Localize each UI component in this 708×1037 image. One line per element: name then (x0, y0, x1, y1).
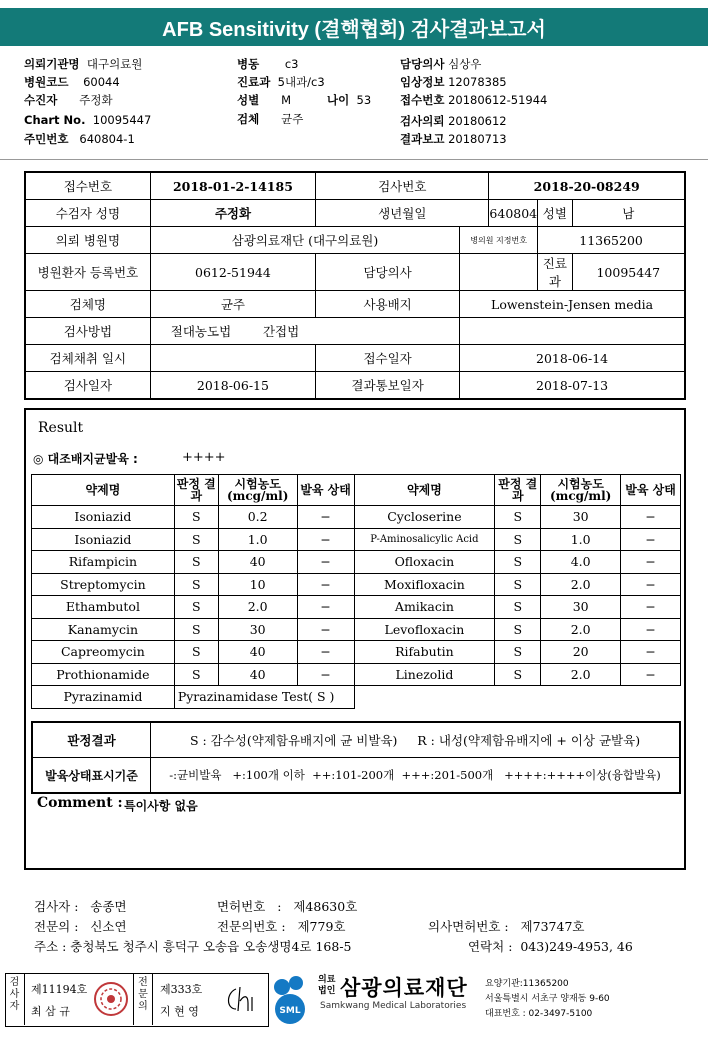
legend-judge-text: S : 감수성(약제함유배지에 균 비발육) R : 내성(약제함유배지에 + 이상 균발육) (151, 722, 680, 758)
tester-no: 제11194호 (31, 983, 88, 996)
label-reception: 접수번호 (25, 172, 150, 200)
report-title: AFB Sensitivity (결핵협회) 검사결과보고서 (0, 8, 708, 46)
drug-cell-growth: − (621, 551, 681, 574)
drug-cell-drug: Rifabutin (354, 641, 495, 664)
drug-cell-judge: S (174, 506, 218, 529)
drug-cell-growth: − (297, 618, 354, 641)
drug-cell-judge: S (495, 596, 541, 619)
drug-cell-conc: 30 (541, 506, 621, 529)
org-code: 요양기관:11365200 (485, 979, 569, 989)
value-birth: 640804 (489, 200, 538, 227)
drug-cell-drug: Moxifloxacin (354, 573, 495, 596)
drug-cell-judge: S (495, 551, 541, 574)
drug-cell-drug: Levofloxacin (354, 618, 495, 641)
header-divider (0, 159, 708, 160)
drug-row (32, 641, 681, 664)
drug-cell-drug: Ofloxacin (354, 551, 495, 574)
value-reception: 2018-01-2-14185 (150, 172, 315, 200)
drug-cell-drug: Cycloserine (354, 506, 495, 529)
org-en: Samkwang Medical Laboratories (320, 1001, 467, 1011)
label-dept: 진료과 (538, 254, 572, 291)
seal-icon (92, 980, 130, 1018)
drug-cell-judge: S (495, 528, 541, 551)
header-specimen: 검체 균주 (237, 112, 304, 126)
drug-cell-conc: 0.2 (218, 506, 297, 529)
drug-cell-growth: − (621, 573, 681, 596)
info-table (24, 171, 686, 400)
drug-cell-judge: S (174, 641, 218, 664)
signature-icon (222, 983, 260, 1015)
header-judge: 판정 결과 (495, 475, 541, 506)
drug-cell-drug: P-Aminosalicylic Acid (354, 528, 495, 551)
drug-cell-drug: Isoniazid (32, 506, 175, 529)
header-code: 병원코드 60044 (24, 75, 120, 89)
drug-cell-growth: − (297, 551, 354, 574)
value-received: 2018-06-14 (460, 345, 685, 372)
header-clinical: 임상정보 12078385 (400, 75, 507, 89)
specialist-no: 제333호 (160, 983, 203, 996)
footer-tester: 검사자 : 송종면 (34, 899, 127, 914)
drug-cell-drug: Amikacin (354, 596, 495, 619)
drug-cell-growth: − (297, 573, 354, 596)
header-request: 검사의뢰 20180612 (400, 114, 507, 128)
drug-cell-judge: S (174, 596, 218, 619)
header-conc: 시험농도 (mcg/ml) (541, 475, 621, 506)
svg-text:SML: SML (279, 1006, 301, 1016)
value-collect (150, 345, 315, 372)
drug-cell-conc: 40 (218, 663, 297, 686)
drug-cell-conc: 30 (541, 596, 621, 619)
drug-cell-judge: S (495, 618, 541, 641)
value-test-date: 2018-06-15 (150, 372, 315, 400)
value-doctor (460, 254, 538, 291)
drug-row (32, 551, 681, 574)
drug-cell-judge: S (174, 573, 218, 596)
drug-cell-conc: 40 (218, 551, 297, 574)
drug-cell-drug: Prothionamide (32, 663, 175, 686)
header-doctor: 담당의사 심상우 (400, 57, 482, 71)
footer-license: 면허번호 : 제48630호 (217, 899, 358, 914)
drug-cell-judge: S (174, 618, 218, 641)
drug-cell-drug: Streptomycin (32, 573, 175, 596)
drug-row (32, 663, 681, 686)
legend-growth-label: 발육상태표시기준 (32, 758, 151, 794)
footer-specialist: 전문의 : 신소연 (34, 919, 127, 934)
label-report-date: 결과통보일자 (316, 372, 460, 400)
specialist-label: 전문의 (133, 973, 153, 1025)
drug-cell-growth: − (297, 641, 354, 664)
label-name: 수검자 성명 (25, 200, 150, 227)
drug-cell-drug: Isoniazid (32, 528, 175, 551)
pyrazinamid-test: Pyrazinamidase Test( S ) (174, 686, 354, 709)
drug-cell-drug: Ethambutol (32, 596, 175, 619)
footer-contact: 연락처 : 043)249-4953, 46 (468, 939, 633, 954)
header-judge: 판정 결과 (174, 475, 218, 506)
header-dept: 진료과 5내과/c3 (237, 75, 325, 89)
drug-cell-conc: 2.0 (541, 618, 621, 641)
org-name: 삼광의료재단 (340, 976, 468, 1000)
drug-cell-growth: − (621, 641, 681, 664)
drug-cell-conc: 40 (218, 641, 297, 664)
value-hospital: 삼광의료재단 (대구의료원) (150, 227, 459, 254)
drug-cell-judge: S (495, 506, 541, 529)
comment-text: 특이사항 없음 (124, 799, 198, 813)
value-specimen: 균주 (150, 291, 315, 318)
comment-label: Comment : (37, 795, 123, 811)
drug-row (32, 596, 681, 619)
header-drug: 약제명 (32, 475, 175, 506)
legend-table (31, 721, 681, 794)
label-medium: 사용배지 (316, 291, 460, 318)
label-collect: 검체채취 일시 (25, 345, 150, 372)
drug-cell-conc: 2.0 (218, 596, 297, 619)
drug-cell-judge: S (495, 573, 541, 596)
drug-cell-drug: Kanamycin (32, 618, 175, 641)
specialist-name: 지 현 영 (160, 1005, 199, 1018)
drug-cell-judge: S (174, 528, 218, 551)
control-label: ◎ 대조배지균발육 : (33, 452, 138, 466)
header-hospital: 의뢰기관명 대구의료원 (24, 57, 143, 71)
header-receipt: 접수번호 20180612-51944 (400, 93, 548, 107)
drug-cell-growth: − (297, 596, 354, 619)
drug-row (32, 528, 681, 551)
drug-cell-judge: S (174, 551, 218, 574)
drug-cell-conc: 1.0 (218, 528, 297, 551)
label-specimen: 검체명 (25, 291, 150, 318)
value-method: 절대농도법 간접법 (150, 318, 459, 345)
drug-cell-growth: − (621, 618, 681, 641)
value-name: 주정화 (150, 200, 315, 227)
drug-row (32, 618, 681, 641)
drug-cell-growth: − (621, 663, 681, 686)
footer-address: 주소 : 충청북도 청주시 흥덕구 오송읍 오송생명4로 168-5 (34, 939, 352, 954)
drug-cell-growth: − (621, 596, 681, 619)
value-patient-no: 0612-51944 (150, 254, 315, 291)
header-drug: 약제명 (354, 475, 495, 506)
legend-growth-text: -:균비발육 +:100개 이하 ++:101-200개 +++:201-500개 ++++:++++이상(융합발육) (151, 758, 680, 794)
header-chart: Chart No. 10095447 (24, 113, 152, 127)
value-test-no: 2018-20-08249 (489, 172, 685, 200)
label-received: 접수일자 (316, 345, 460, 372)
drug-cell-conc: 2.0 (541, 663, 621, 686)
label-sex: 성별 (538, 200, 572, 227)
drug-cell-drug: Rifampicin (32, 551, 175, 574)
drug-table (31, 474, 681, 709)
drug-cell-judge: S (495, 641, 541, 664)
org-tel: 대표번호 : 02-3497-5100 (485, 1009, 593, 1019)
header-growth: 발육 상태 (621, 475, 681, 506)
header-growth: 발육 상태 (297, 475, 354, 506)
drug-cell-conc: 1.0 (541, 528, 621, 551)
drug-row (32, 573, 681, 596)
drug-cell-growth: − (621, 528, 681, 551)
pyrazinamid-label: Pyrazinamid (32, 686, 175, 709)
footer-specialist-no: 전문의번호 : 제779호 (217, 919, 346, 934)
value-sex: 남 (572, 200, 685, 227)
footer-doctor-license: 의사면허번호 : 제73747호 (428, 919, 585, 934)
drug-cell-judge: S (174, 663, 218, 686)
sml-logo-icon (270, 973, 312, 1025)
tester-name: 최 삼 규 (31, 1005, 70, 1018)
header-age: 나이 53 (327, 93, 372, 107)
drug-cell-conc: 10 (218, 573, 297, 596)
label-test-no: 검사번호 (316, 172, 489, 200)
value-dept: 10095447 (572, 254, 685, 291)
drug-cell-conc: 30 (218, 618, 297, 641)
value-report-date: 2018-07-13 (460, 372, 685, 400)
header-patient: 수진자 주정화 (24, 93, 113, 107)
label-birth: 생년월일 (316, 200, 489, 227)
result-title: Result (38, 420, 84, 436)
drug-cell-conc: 2.0 (541, 573, 621, 596)
label-method: 검사방법 (25, 318, 150, 345)
label-doctor: 담당의사 (316, 254, 460, 291)
drug-cell-conc: 20 (541, 641, 621, 664)
header-ward: 병동 c3 (237, 57, 299, 71)
drug-cell-conc: 4.0 (541, 551, 621, 574)
label-designated: 병의원 지정번호 (460, 227, 538, 254)
drug-cell-drug: Capreomycin (32, 641, 175, 664)
tester-label: 검사자 (5, 973, 25, 1025)
drug-cell-growth: − (297, 506, 354, 529)
header-sex: 성별 M (237, 93, 292, 107)
drug-cell-drug: Linezolid (354, 663, 495, 686)
label-patient-no: 병원환자 등록번호 (25, 254, 150, 291)
label-test-date: 검사일자 (25, 372, 150, 400)
header-conc: 시험농도 (mcg/ml) (218, 475, 297, 506)
org-prefix: 의료 법인 (318, 975, 336, 996)
control-value: ++++ (182, 450, 226, 465)
drug-cell-judge: S (495, 663, 541, 686)
value-designated: 11365200 (538, 227, 685, 254)
value-medium: Lowenstein-Jensen media (460, 291, 685, 318)
drug-cell-growth: − (297, 528, 354, 551)
label-hospital: 의뢰 병원명 (25, 227, 150, 254)
header-id: 주민번호 640804-1 (24, 132, 135, 146)
org-address: 서울특별시 서초구 양재동 9-60 (485, 994, 610, 1004)
header-report: 결과보고 20180713 (400, 132, 507, 146)
drug-cell-growth: − (621, 506, 681, 529)
value-empty (460, 318, 685, 345)
drug-row (32, 506, 681, 529)
drug-cell-growth: − (297, 663, 354, 686)
legend-judge-label: 판정결과 (32, 722, 151, 758)
